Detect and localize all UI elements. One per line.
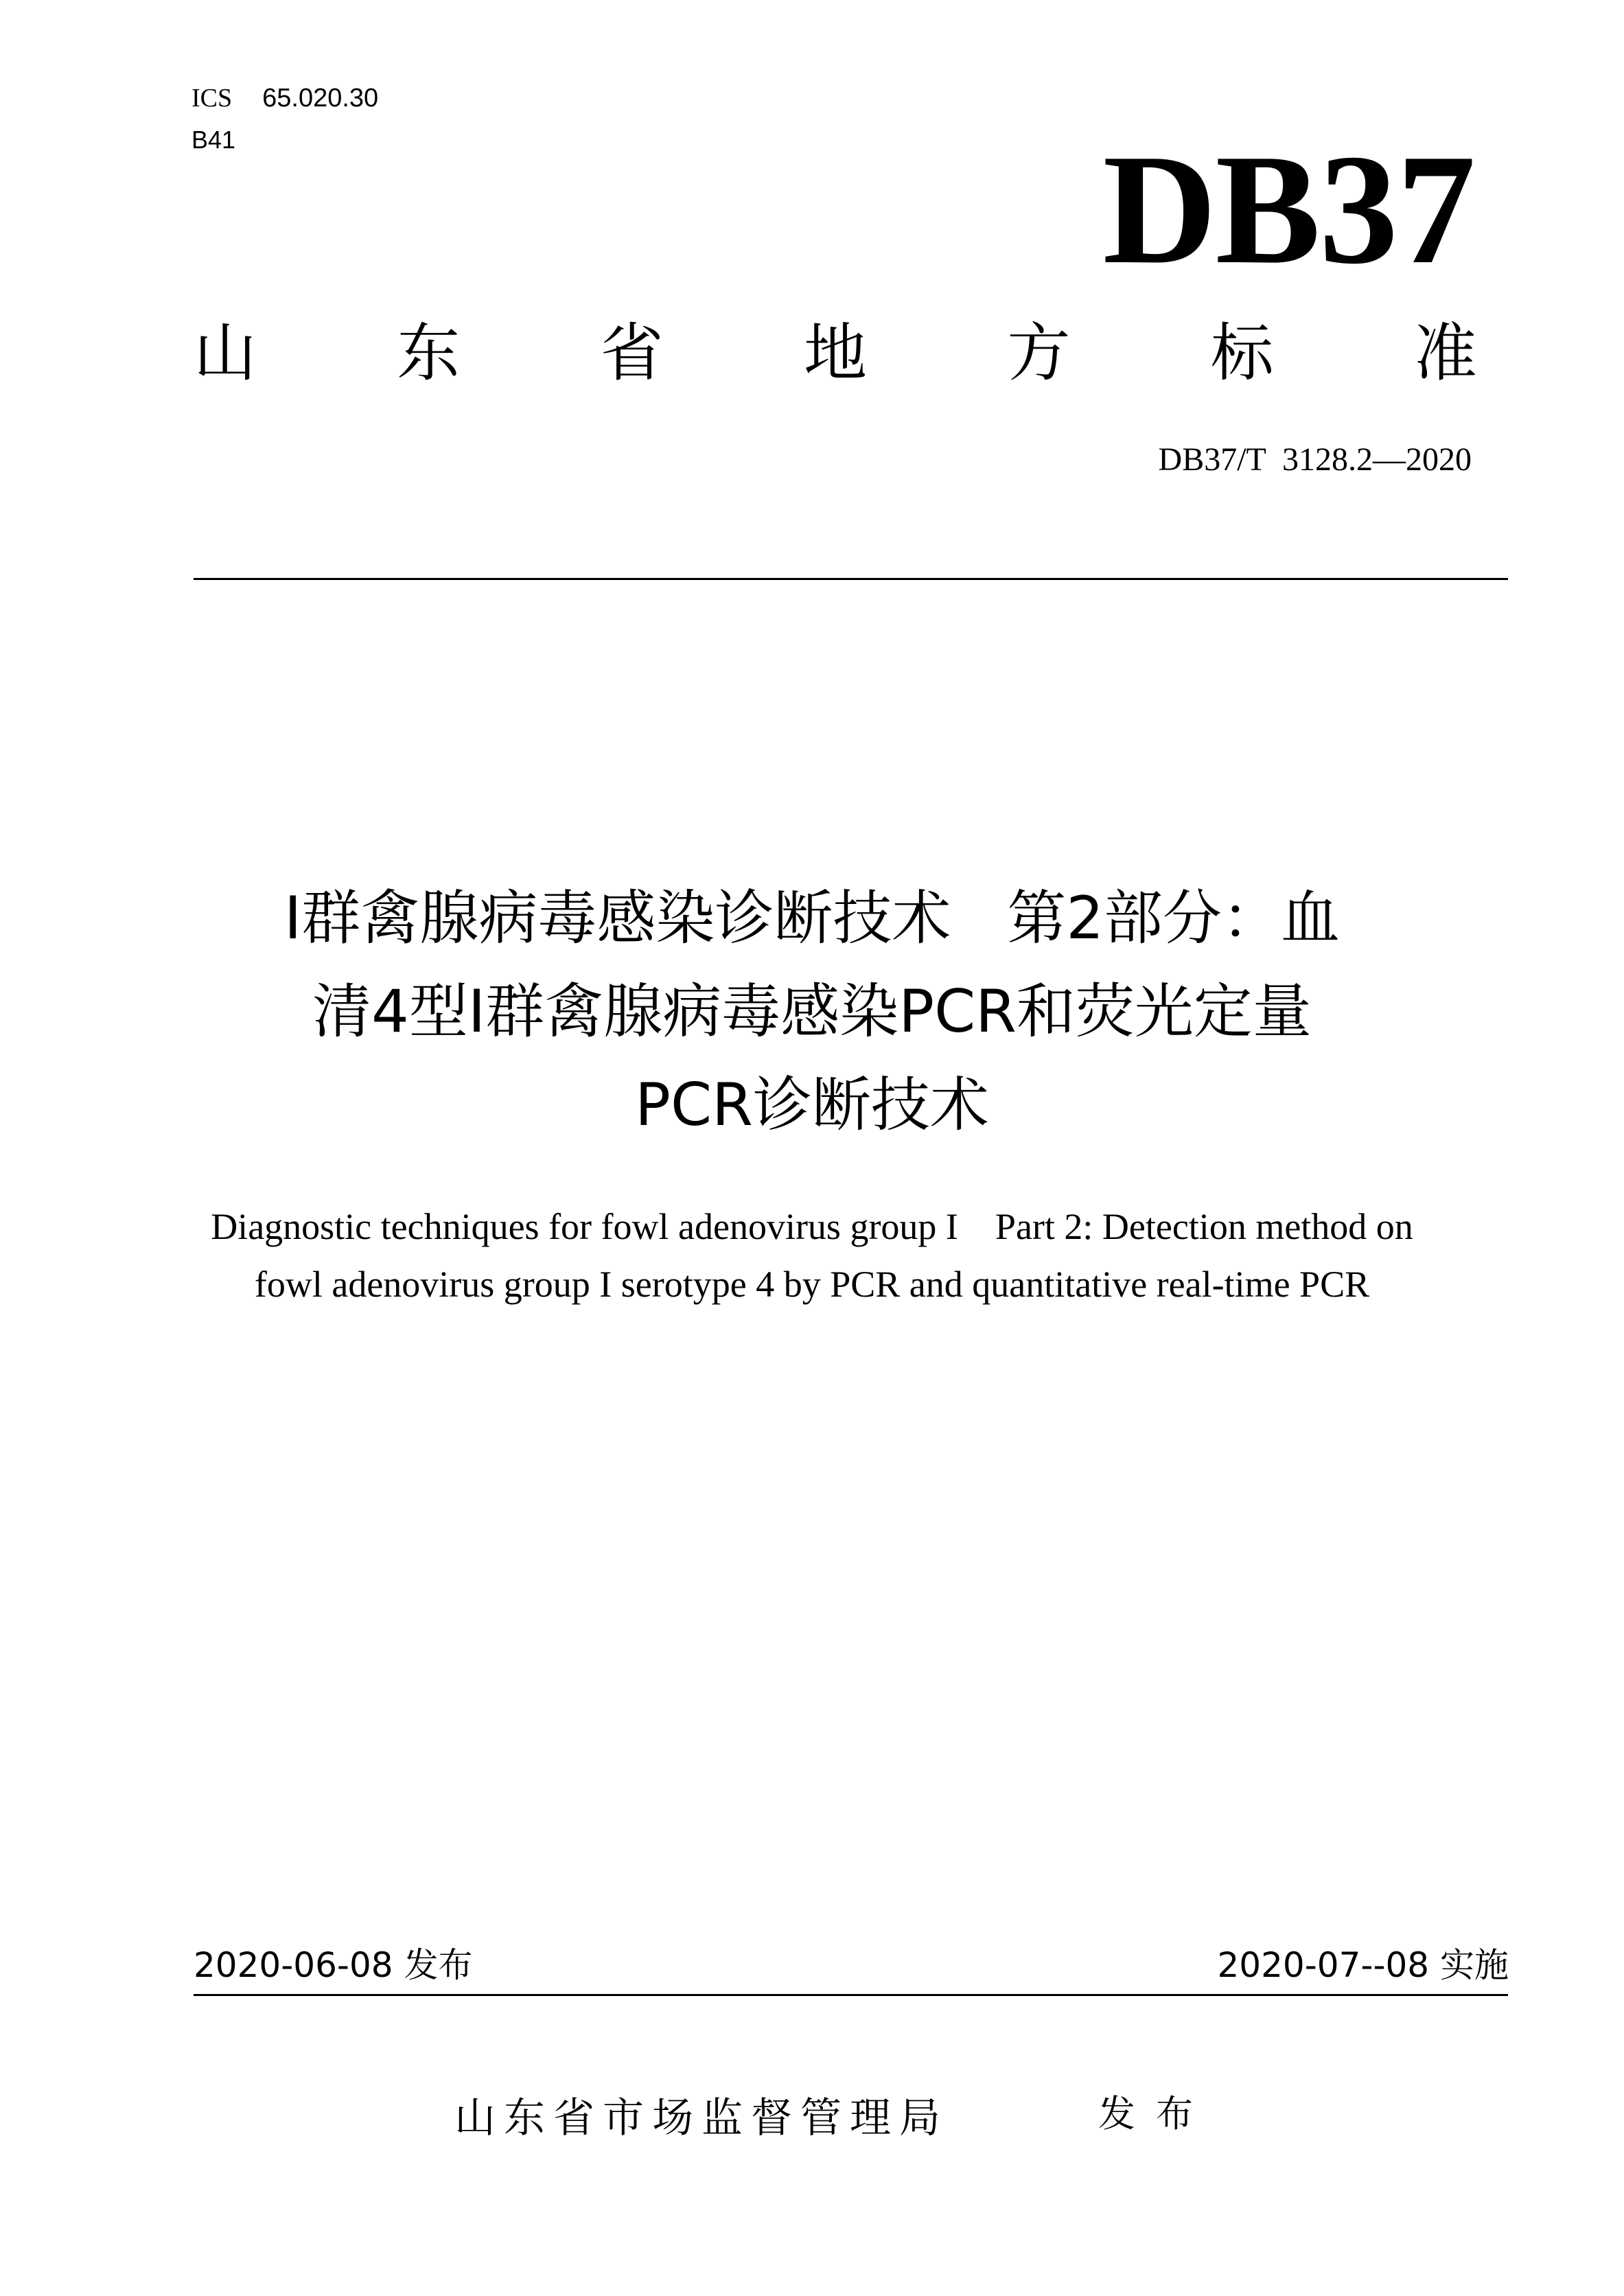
- implementation-date: 2020-07--08 实施: [1217, 1945, 1509, 1985]
- standard-type-char: 准: [1413, 316, 1477, 390]
- standard-type-char: 地: [803, 316, 867, 390]
- standard-type: [194, 312, 1477, 395]
- ics-label: ICS: [192, 84, 233, 113]
- chinese-title-line: PCR诊断技术: [635, 1071, 989, 1139]
- chinese-title: [137, 872, 1487, 1152]
- issue-date: 2020-06-08 发布: [194, 1945, 473, 1985]
- standard-type-char: 山: [194, 316, 257, 390]
- ccs-code: B41: [192, 126, 236, 154]
- english-title-line: Diagnostic techniques for fowl adenovirus group I Part 2: Detection method on: [211, 1206, 1413, 1247]
- standard-type-char: 标: [1210, 316, 1274, 390]
- standard-type-char: 东: [397, 316, 461, 390]
- issuing-authority: 山东省市场监督管理局: [454, 2094, 949, 2142]
- ics-code: 65.020.30: [262, 84, 379, 113]
- english-title: [137, 1198, 1487, 1313]
- chinese-title-line: 清4型Ⅰ群禽腺病毒感染PCR和荧光定量: [312, 977, 1312, 1046]
- issuing-action: 发布: [1098, 2092, 1214, 2135]
- top-divider: [194, 578, 1508, 580]
- chinese-title-line: Ⅰ群禽腺病毒感染诊断技术 第2部分：血: [283, 884, 1341, 953]
- standard-type-char: 省: [600, 316, 664, 390]
- standard-number: DB37/T 3128.2—2020: [1158, 441, 1472, 478]
- bottom-divider: [194, 1994, 1508, 1996]
- english-title-line: fowl adenovirus group I serotype 4 by PCR and quantitative real-time PCR: [254, 1264, 1370, 1305]
- ics-number: [192, 81, 378, 115]
- standard-code: DB37: [1102, 121, 1474, 297]
- standard-type-char: 方: [1007, 316, 1071, 390]
